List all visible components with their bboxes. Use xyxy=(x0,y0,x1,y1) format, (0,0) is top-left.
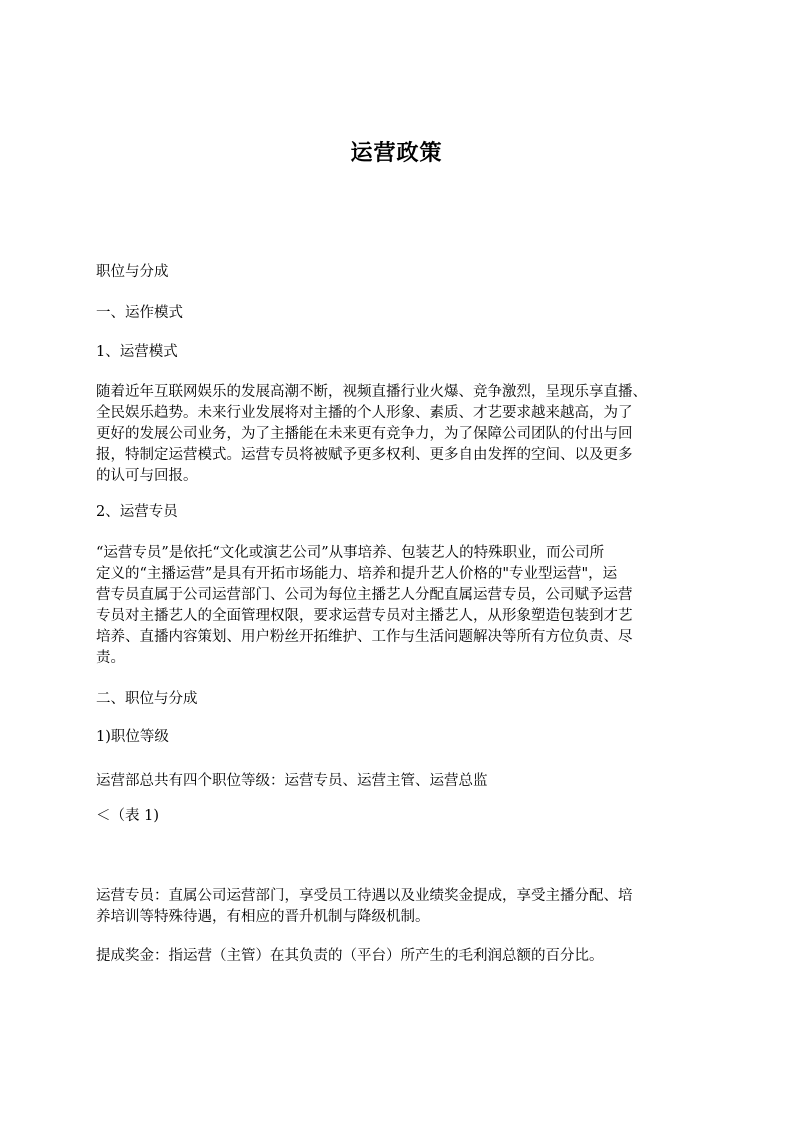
paragraph-line: 培养、直播内容策划、用户粉丝开拓维护、工作与生活问题解决等所有方位负责、尽 xyxy=(96,629,633,645)
heading-operation-mode: 一、运作模式 xyxy=(96,305,183,321)
paragraph-line: 营专员直属于公司运营部门、公司为每位主播艺人分配直属运营专员，公司赋予运营 xyxy=(96,587,633,603)
paragraph-operation-specialist xyxy=(96,543,706,669)
paragraph-position-levels: 运营部总共有四个职位等级：运营专员、运营主管、运营总监 xyxy=(96,773,488,789)
paragraph-line: 全民娱乐趋势。未来行业发展将对主播的个人形象、素质、才艺要求越来越高，为了 xyxy=(96,405,633,421)
paragraph-line: 专员对主播艺人的全面管理权限，要求运营专员对主播艺人，从形象塑造包装到才艺 xyxy=(96,608,633,624)
paragraph-specialist-definition xyxy=(96,886,706,928)
heading-position-commission: 二、职位与分成 xyxy=(96,691,198,707)
paragraph-line: 责。 xyxy=(96,650,125,666)
subheading-operation-model: 1、运营模式 xyxy=(96,344,178,360)
paragraph-line: “运营专员”是依托“文化或演艺公司”从事培养、包装艺人的特殊职业，而公司所 xyxy=(96,545,605,561)
table-reference: ＜（表 1) xyxy=(96,808,159,824)
paragraph-commission-bonus: 提成奖金：指运营（主管）在其负责的（平台）所产生的毛利润总额的百分比。 xyxy=(96,948,604,964)
section-label: 职位与分成 xyxy=(96,264,169,280)
paragraph-line: 的认可与回报。 xyxy=(96,468,198,484)
paragraph-operation-model xyxy=(96,382,706,487)
paragraph-line: 定义的“主播运营”是具有开拓市场能力、培养和提升艺人价格的"专业型运营"，运 xyxy=(96,566,618,582)
subheading-operation-specialist: 2、运营专员 xyxy=(96,504,178,520)
paragraph-line: 运营专员：直属公司运营部门，享受员工待遇以及业绩奖金提成，享受主播分配、培 xyxy=(96,888,633,904)
paragraph-line: 更好的发展公司业务，为了主播能在未来更有竞争力，为了保障公司团队的付出与回 xyxy=(96,426,633,442)
paragraph-line: 报，特制定运营模式。运营专员将被赋予更多权利、更多自由发挥的空间、以及更多 xyxy=(96,447,633,463)
subheading-position-levels: 1)职位等级 xyxy=(96,729,169,745)
paragraph-line: 随着近年互联网娱乐的发展高潮不断，视频直播行业火爆、竞争激烈，呈现乐享直播、 xyxy=(96,384,647,400)
paragraph-line: 养培训等特殊待遇，有相应的晋升机制与降级机制。 xyxy=(96,909,430,925)
page-title: 运营政策 xyxy=(350,141,443,166)
